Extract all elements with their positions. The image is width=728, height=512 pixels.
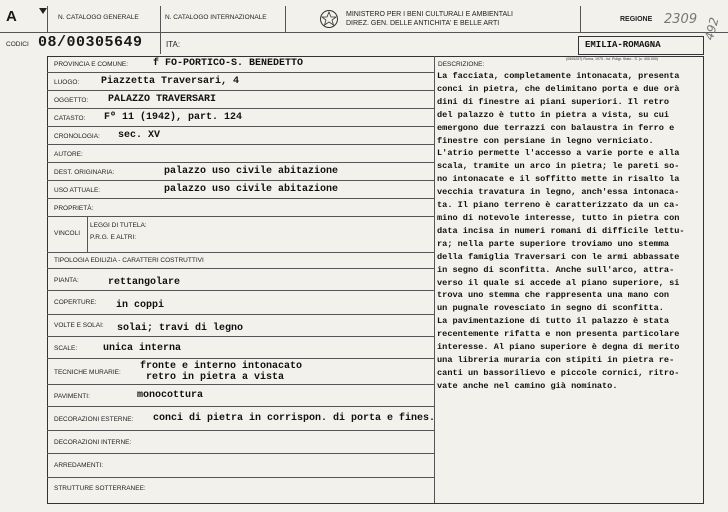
proprieta-label: PROPRIETÀ: bbox=[54, 205, 94, 212]
description-line: dini di finestre ai piani superiori. Il retro bbox=[437, 96, 670, 107]
codici-label: CODICI bbox=[6, 41, 29, 48]
description-text bbox=[437, 70, 703, 393]
description-line: canti un bassorilievo e piccole cornici, ritro- bbox=[437, 367, 680, 378]
description-line: La pavimentazione di tutto il palazzo è stata bbox=[437, 316, 670, 327]
ita-label: ITA: bbox=[166, 40, 181, 49]
regione-box bbox=[578, 36, 704, 55]
tecniche-value-1: fronte e interno intonacato bbox=[140, 361, 303, 372]
corner-mark bbox=[39, 8, 47, 14]
tipologia-label: TIPOLOGIA EDILIZIA - CARATTERI COSTRUTTIVI bbox=[54, 257, 204, 264]
decorazioni-esterne-value: conci di pietra in corrispon. di porta e fines. bbox=[153, 413, 436, 424]
description-line: verso il quale si accede al piano superiore, si bbox=[437, 277, 680, 288]
scale-label: SCALE: bbox=[54, 345, 78, 352]
arredamenti-label: ARREDAMENTI: bbox=[54, 462, 104, 469]
codice-value: 08/00305649 bbox=[38, 34, 143, 51]
description-line: conci in pietra, che delimitano porta e due orà bbox=[437, 83, 680, 94]
scale-value: unica interna bbox=[103, 343, 182, 354]
description-line: mino di notevole interesse, tutto in pietra con bbox=[437, 212, 680, 223]
description-line: in segno di sconfitta. Anche sull'arco, attra- bbox=[437, 264, 675, 275]
description-line: finestre con persiane in legno verniciato. bbox=[437, 135, 654, 146]
description-line: una libreria muraria con stipiti in pietra re- bbox=[437, 354, 675, 365]
uso-attuale-label: USO ATTUALE: bbox=[54, 187, 101, 194]
autore-label: AUTORE: bbox=[54, 151, 83, 158]
pavimenti-value: monocottura bbox=[137, 390, 204, 401]
description-line: ta. Il piano terreno è caratterizzato da un ca- bbox=[437, 200, 680, 211]
prg-label: P.R.G. E ALTRI: bbox=[90, 234, 136, 241]
pavimenti-label: PAVIMENTI: bbox=[54, 393, 90, 400]
coperture-label: COPERTURE: bbox=[54, 299, 97, 306]
pianta-value: rettangolare bbox=[108, 277, 181, 288]
description-line: scala, tramite un arco in pietra; le pareti so- bbox=[437, 161, 680, 172]
strutture-sotterranee-label: STRUTTURE SOTTERRANEE: bbox=[54, 485, 146, 492]
volte-solai-value: solai; travi di legno bbox=[117, 323, 244, 334]
description-line: La facciata, completamente intonacata, presenta bbox=[437, 71, 680, 81]
coperture-value: in coppi bbox=[116, 300, 165, 311]
regione-value: EMILIA-ROMAGNA bbox=[585, 40, 661, 50]
ministry-emblem-icon bbox=[318, 9, 340, 34]
description-line: data incisa in numeri romani di difficile lettu- bbox=[437, 225, 685, 236]
oggetto-value: PALAZZO TRAVERSARI bbox=[108, 94, 217, 105]
dest-originaria-label: DEST. ORIGINARIA: bbox=[54, 169, 115, 176]
volte-solai-label: VOLTE E SOLAI: bbox=[54, 322, 104, 329]
n-catalogo-generale-label: N. CATALOGO GENERALE bbox=[58, 14, 139, 21]
description-line: della famiglia Traversari con le armi abbassate bbox=[437, 251, 680, 262]
scheda-type: A bbox=[6, 8, 17, 25]
description-line: trova uno stemma che rappresenta una mano con bbox=[437, 290, 670, 301]
ministry-line-1: MINISTERO PER I BENI CULTURALI E AMBIENTALI bbox=[346, 11, 513, 18]
description-line: del palazzo è tutto in pietra a vista, su cui bbox=[437, 109, 670, 120]
catasto-value: Fº 11 (1942), part. 124 bbox=[104, 112, 243, 123]
description-line: vate anche nel camino già nominato. bbox=[437, 380, 618, 391]
description-line: L'atrio permette l'accesso a varie porte e alla bbox=[437, 148, 680, 159]
description-line: vecchia travatura in legno, anch'essa intonaca- bbox=[437, 187, 680, 198]
luogo-value: Piazzetta Traversari, 4 bbox=[101, 76, 240, 87]
descrizione-label: DESCRIZIONE: bbox=[438, 61, 485, 68]
luogo-label: LUOGO: bbox=[54, 79, 80, 86]
tecniche-value-2: retro in pietra a vista bbox=[146, 372, 285, 383]
catasto-label: CATASTO: bbox=[54, 115, 86, 122]
corner-handwritten: 492 bbox=[702, 15, 722, 42]
decorazioni-interne-label: DECORAZIONI INTERNE: bbox=[54, 439, 132, 446]
regione-handwritten: 2309 bbox=[664, 12, 698, 27]
ministry-line-2: DIREZ. GEN. DELLE ANTICHITA' E BELLE ARTI bbox=[346, 20, 500, 27]
pianta-label: PIANTA: bbox=[54, 277, 79, 284]
description-line: ra; nella parte superiore troviamo uno stemma bbox=[437, 238, 670, 249]
cronologia-value: sec. XV bbox=[118, 130, 161, 141]
description-line: interesse. Al piano superiore è degna di merito bbox=[437, 342, 680, 353]
vincoli-label: VINCOLI bbox=[54, 230, 81, 237]
tecniche-murarie-label: TECNICHE MURARIE: bbox=[54, 369, 121, 376]
dest-originaria-value: palazzo uso civile abitazione bbox=[164, 166, 339, 177]
description-line: recentemente rifatta e non presenta particolare bbox=[437, 329, 680, 340]
decorazioni-esterne-label: DECORAZIONI ESTERNE: bbox=[54, 416, 134, 423]
print-note: (0505257) Roma, 1975 - Ist. Poligr. Stato - S. (c. 400.000) bbox=[566, 57, 659, 61]
description-line: un pugnale rovesciato in segno di sconfitta. bbox=[437, 303, 664, 314]
regione-label: REGIONE bbox=[620, 16, 653, 23]
leggi-tutela-label: LEGGI DI TUTELA: bbox=[90, 222, 147, 229]
oggetto-label: OGGETTO: bbox=[54, 97, 89, 104]
provincia-value: f FO-PORTICO-S. BENEDETTO bbox=[153, 58, 304, 69]
provincia-label: PROVINCIA E COMUNE: bbox=[54, 61, 129, 68]
n-catalogo-internazionale-label: N. CATALOGO INTERNAZIONALE bbox=[165, 14, 267, 21]
description-line: no intonacate e il soffitto mette in risalto la bbox=[437, 174, 680, 185]
uso-attuale-value: palazzo uso civile abitazione bbox=[164, 184, 339, 195]
description-line: emergono due terrazzi con balaustra in ferro e bbox=[437, 122, 675, 133]
cronologia-label: CRONOLOGIA: bbox=[54, 133, 100, 140]
